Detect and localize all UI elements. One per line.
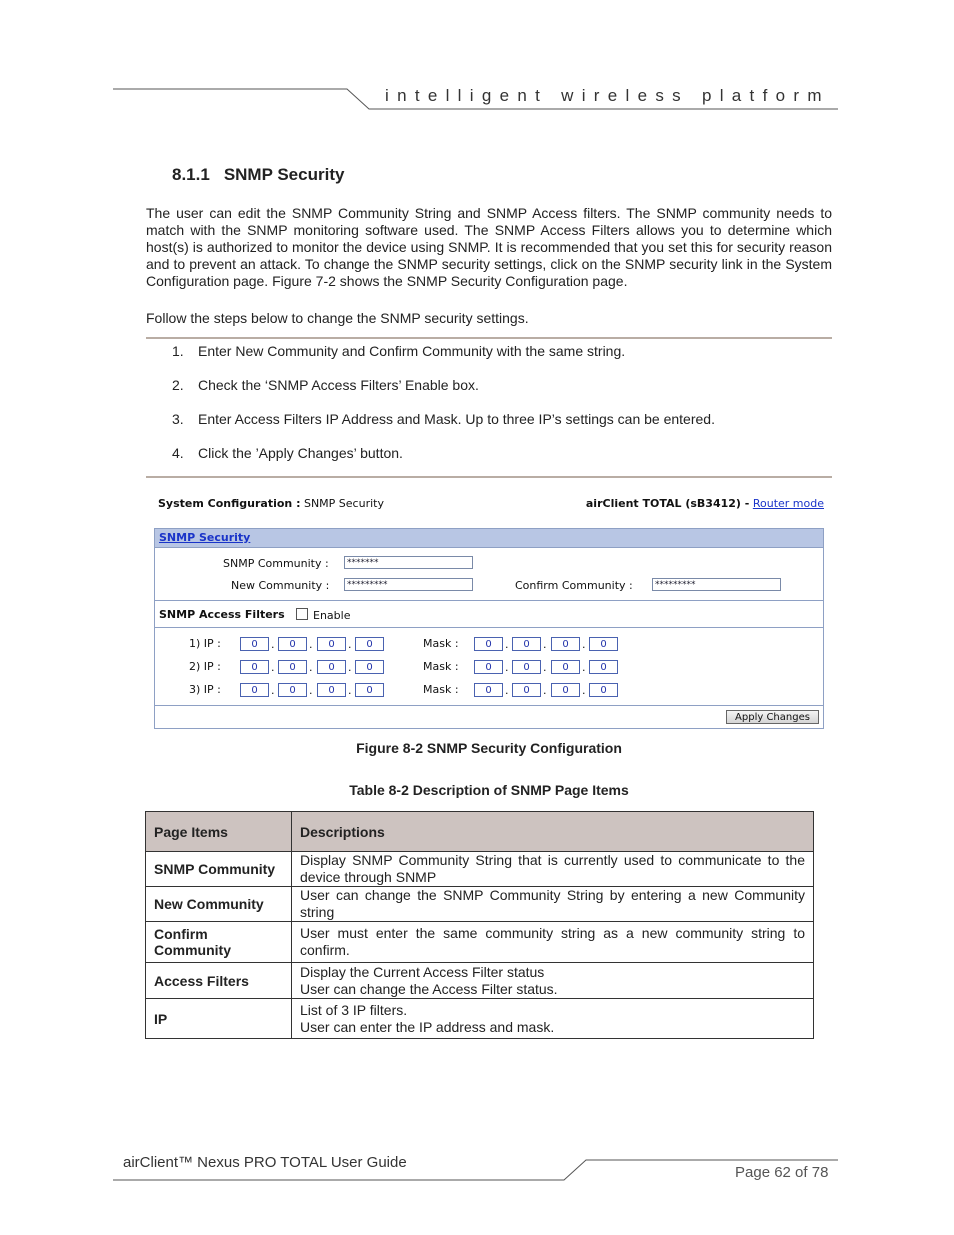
snmp-security-link[interactable]: SNMP Security bbox=[159, 531, 251, 544]
table-row bbox=[146, 887, 814, 922]
snmp-security-panel: SNMP Security SNMP Community : ******* New Community : ********* Confirm Community : ********* SNMP Access Filters Enable 1) IP : 0 . 0 . 0 . 0 Mask : 0 . 0 . 0 . 0 2) IP : 0 . 0 . 0 . 0 Mask : 0 . 0 . 0 . 0 3) IP : 0 . 0 . 0 . 0 Mask : 0 . 0 . 0 . 0 Apply Changes bbox=[154, 528, 824, 729]
snmp-security-screenshot bbox=[146, 488, 832, 733]
mask-octet-input[interactable]: 0 bbox=[551, 683, 580, 697]
snmp-items-table bbox=[145, 811, 814, 1039]
confirm-community-field[interactable]: ********* bbox=[652, 578, 781, 591]
new-community-field[interactable]: ********* bbox=[344, 578, 473, 591]
mask-octet-input[interactable]: 0 bbox=[589, 637, 618, 651]
panel-header bbox=[155, 529, 823, 548]
follow-paragraph: Follow the steps below to change the SNMP security settings. bbox=[146, 310, 529, 326]
ip-octet-input[interactable]: 0 bbox=[240, 683, 269, 697]
table-row bbox=[146, 852, 814, 887]
item-cell: New Community bbox=[146, 887, 292, 922]
mask-octet-input[interactable]: 0 bbox=[474, 683, 503, 697]
ip-octet-input[interactable]: 0 bbox=[278, 683, 307, 697]
desc-cell: User must enter the same community string as a new community string to confirm. bbox=[292, 922, 814, 963]
confirm-community-label: Confirm Community : bbox=[515, 579, 633, 592]
column-header: Page Items bbox=[146, 812, 292, 852]
ip-octet-input[interactable]: 0 bbox=[355, 637, 384, 651]
ip-row-label: 1) IP : bbox=[189, 637, 221, 650]
snmp-community-label: SNMP Community : bbox=[223, 557, 329, 570]
page-breadcrumb: System Configuration : SNMP Security bbox=[158, 497, 384, 510]
ip-octet-input[interactable]: 0 bbox=[317, 660, 346, 674]
snmp-community-field[interactable]: ******* bbox=[344, 556, 473, 569]
mask-octet-input[interactable]: 0 bbox=[474, 637, 503, 651]
ip-octet-input[interactable]: 0 bbox=[240, 637, 269, 651]
section-number: 8.1.1 bbox=[172, 165, 210, 184]
ip-octet-input[interactable]: 0 bbox=[317, 637, 346, 651]
desc-cell: List of 3 IP filters. User can enter the IP address and mask. bbox=[292, 999, 814, 1039]
mask-octet-input[interactable]: 0 bbox=[551, 660, 580, 674]
panel-divider bbox=[155, 627, 823, 628]
enable-checkbox[interactable] bbox=[296, 608, 308, 620]
column-header: Descriptions bbox=[292, 812, 814, 852]
apply-changes-button[interactable]: Apply Changes bbox=[726, 710, 819, 724]
ip-octet-input[interactable]: 0 bbox=[355, 683, 384, 697]
ip-octet-input[interactable]: 0 bbox=[355, 660, 384, 674]
header-tagline: intelligent wireless platform bbox=[385, 86, 830, 105]
intro-paragraph: The user can edit the SNMP Community String and SNMP Access filters. The SNMP community needs to match with the SNMP monitoring software used. The SNMP Access Filters allows you to determine which host(s) is authorized to monitor the device using SNMP. It is recommended that you set this for security reason and to prevent an attack. To change the SNMP security settings, click on the SNMP security link in the System Configuration page. Figure 7-2 shows the SNMP Security Configuration page. bbox=[146, 205, 832, 289]
router-mode-link[interactable]: Router mode bbox=[752, 497, 824, 510]
panel-divider bbox=[155, 705, 823, 706]
ip-octet-input[interactable]: 0 bbox=[278, 637, 307, 651]
panel-divider bbox=[155, 600, 823, 601]
table-row bbox=[146, 922, 814, 963]
section-title: SNMP Security bbox=[223, 165, 345, 184]
new-community-label: New Community : bbox=[231, 579, 330, 592]
desc-cell: User can change the SNMP Community String by entering a new Community string bbox=[292, 887, 814, 922]
item-cell: Confirm Community bbox=[146, 922, 292, 963]
desc-cell: Display the Current Access Filter status User can change the Access Filter status. bbox=[292, 963, 814, 999]
figure-caption: Figure 8-2 SNMP Security Configuration bbox=[356, 740, 622, 756]
device-info: airClient TOTAL (sB3412) - Router mode bbox=[585, 497, 824, 510]
ip-octet-input[interactable]: 0 bbox=[278, 660, 307, 674]
steps-bottom-rule bbox=[146, 476, 832, 478]
item-cell: IP bbox=[146, 999, 292, 1039]
item-cell: Access Filters bbox=[146, 963, 292, 999]
ip-row-label: 3) IP : bbox=[189, 683, 221, 696]
table-header-row bbox=[146, 812, 814, 852]
desc-cell: Display SNMP Community String that is currently used to communicate to the device through SNMP bbox=[292, 852, 814, 887]
table-caption: Table 8-2 Description of SNMP Page Items bbox=[349, 782, 629, 798]
page-number: Page 62 of 78 bbox=[735, 1164, 829, 1181]
mask-label: Mask : bbox=[423, 637, 459, 650]
ip-octet-input[interactable]: 0 bbox=[317, 683, 346, 697]
mask-octet-input[interactable]: 0 bbox=[589, 660, 618, 674]
mask-label: Mask : bbox=[423, 683, 459, 696]
mask-octet-input[interactable]: 0 bbox=[589, 683, 618, 697]
mask-label: Mask : bbox=[423, 660, 459, 673]
footer-guide-title: airClient™ Nexus PRO TOTAL User Guide bbox=[123, 1154, 407, 1171]
ip-octet-input[interactable]: 0 bbox=[240, 660, 269, 674]
mask-octet-input[interactable]: 0 bbox=[551, 637, 580, 651]
table-row bbox=[146, 963, 814, 999]
mask-octet-input[interactable]: 0 bbox=[474, 660, 503, 674]
table-row bbox=[146, 999, 814, 1039]
mask-octet-input[interactable]: 0 bbox=[512, 637, 541, 651]
access-filters-label: SNMP Access Filters bbox=[159, 608, 285, 621]
ip-row-label: 2) IP : bbox=[189, 660, 221, 673]
section-heading bbox=[172, 165, 344, 185]
steps-top-rule bbox=[146, 337, 832, 339]
enable-label: Enable bbox=[313, 609, 351, 622]
item-cell: SNMP Community bbox=[146, 852, 292, 887]
mask-octet-input[interactable]: 0 bbox=[512, 660, 541, 674]
mask-octet-input[interactable]: 0 bbox=[512, 683, 541, 697]
